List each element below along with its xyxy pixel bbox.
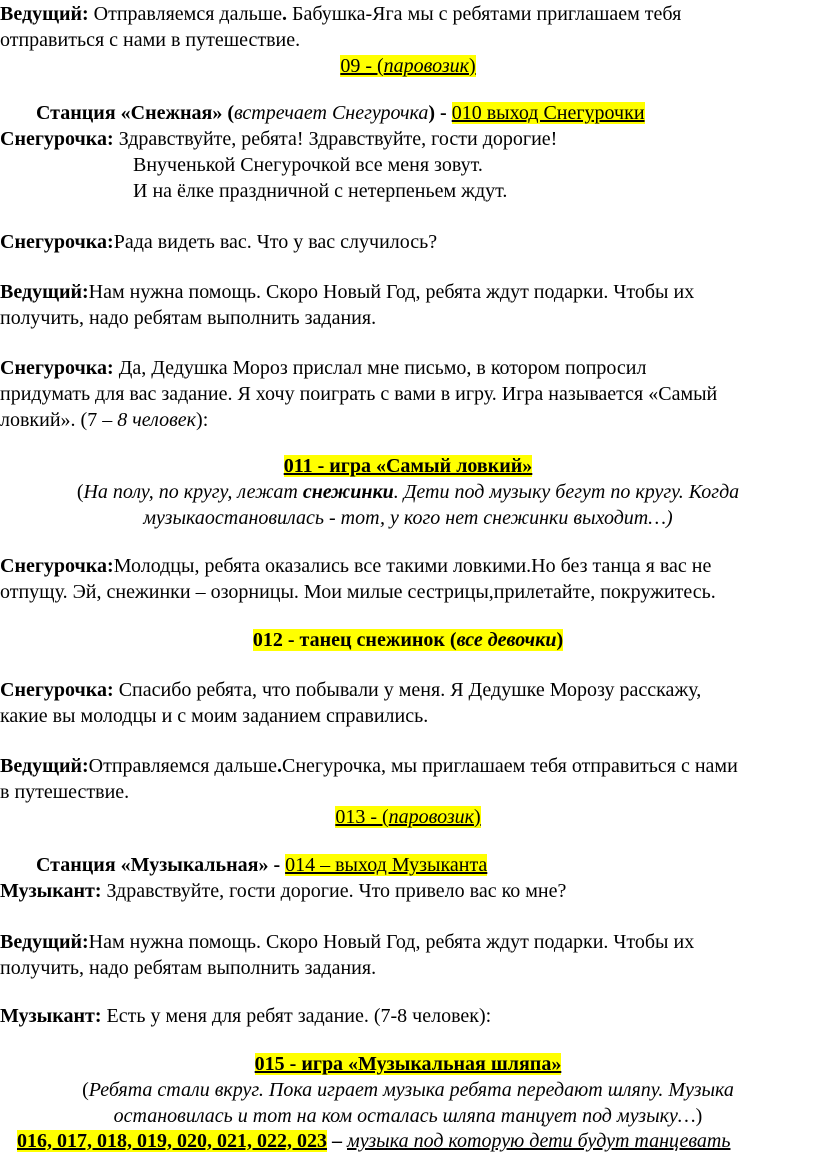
dance-012-title [0, 627, 816, 653]
speaker-label: Снегурочка: [0, 357, 114, 379]
cue-close: ) [468, 55, 476, 77]
snegurochka-task [0, 355, 646, 381]
game-011-desc-2 [0, 505, 816, 531]
speech-text: Здравствуйте, ребята! Здравствуйте, гости дорогие! [113, 128, 558, 150]
snegurochka-question [0, 229, 437, 255]
cue-09 [0, 53, 816, 79]
game-015-desc-1 [0, 1077, 816, 1103]
cue-highlight: 015 - игра «Музыкальная шляпа» [254, 1053, 562, 1075]
host-line-next-line-2: в путешествие. [0, 781, 130, 803]
host-request-2 [0, 929, 694, 955]
cue-name: паровозик [388, 806, 474, 828]
cue-close: ) [556, 629, 564, 651]
speaker-label: Снегурочка: [0, 679, 114, 701]
cue-013 [0, 804, 816, 830]
host-line-next [0, 753, 738, 779]
speaker-label: Снегурочка: [0, 231, 114, 253]
participants-count: 8 человек [117, 409, 197, 431]
cue-number: 09 - ( [340, 55, 384, 77]
cue-highlight: 010 выход Снегурочки [451, 102, 645, 124]
host-request-1-line-2: получить, надо ребятам выполнить задания. [0, 307, 377, 329]
cue-number: 013 - ( [335, 806, 389, 828]
verse-line: И на ёлке праздничной с нетерпеньем ждут. [133, 180, 508, 202]
cue-highlight [340, 55, 475, 77]
speaker-label: Музыкант: [0, 1005, 102, 1027]
speech-text: Отправляемся дальше [88, 755, 278, 777]
game-011-title [0, 453, 816, 479]
speaker-label: Ведущий: [0, 3, 89, 25]
game-015-title [0, 1051, 816, 1077]
speaker-label: Ведущий: [0, 755, 89, 777]
paren: ) [695, 1105, 703, 1127]
speech-text: Спасибо ребята, что побывали у меня. Я Дедушке Морозу расскажу, [113, 679, 702, 701]
cue-highlight: 014 – выход Музыканта [285, 854, 488, 876]
cue-close: ) [473, 806, 481, 828]
cue-title: 012 - танец снежинок ( [252, 629, 457, 651]
speech-text: Нам нужна помощь. Скоро Новый Год, ребята ждут подарки. Чтобы их [88, 281, 695, 303]
snegurochka-greeting [0, 126, 557, 152]
game-011-desc-1 [0, 479, 816, 505]
desc-text: . Дети под музыку бегут по кругу. Когда [393, 481, 740, 503]
station-note: встречает Снегурочка [234, 102, 429, 124]
host-request-2-line-2: получить, надо ребятам выполнить задания. [0, 957, 377, 979]
speech-text: Здравствуйте, гости дорогие. Что привело вас ко мне? [101, 880, 567, 902]
tracks-description: музыка под которую дети будут танцевать [347, 1130, 731, 1152]
musician-greeting [0, 878, 566, 904]
speech-text: Да, Дедушка Мороз прислал мне письмо, в котором попросил [113, 357, 647, 379]
desc-text: Ребята стали вкруг. Пока играет музыка ребята передают шляпу. Музыка [88, 1079, 734, 1101]
musician-task [0, 1003, 491, 1029]
station-title: Станция «Снежная» ( [36, 102, 234, 124]
speech-text: Бабушка-Яга мы с ребятами приглашаем тебя [287, 3, 682, 25]
cue-highlight [335, 806, 480, 828]
desc-text: На полу, по кругу, лежат [83, 481, 303, 503]
cue-highlight: 011 - игра «Самый ловкий» [283, 455, 533, 477]
speech-text: Снегурочка, мы приглашаем тебя отправиться с нами [282, 755, 738, 777]
speaker-label: Ведущий: [0, 281, 89, 303]
cue-participants: все девочки [456, 629, 557, 651]
speaker-label: Музыкант: [0, 880, 102, 902]
speaker-label: Снегурочка: [0, 128, 114, 150]
speech-text: Рада видеть вас. Что у вас случилось? [113, 231, 438, 253]
snegurochka-task-line-3 [0, 407, 208, 433]
host-line-1 [0, 1, 681, 27]
speech-text: Нам нужна помощь. Скоро Новый Год, ребята ждут подарки. Чтобы их [88, 931, 695, 953]
cue-highlight [253, 629, 563, 651]
snegurochka-praise-line-2: отпущу. Эй, снежинки – озорницы. Мои милые сестрицы,прилетайте, покружитесь. [0, 581, 716, 603]
track-numbers: 016, 017, 018, 019, 020, 021, 022, 023 [17, 1130, 327, 1152]
station-music-heading [36, 852, 487, 878]
host-request-1 [0, 279, 694, 305]
speech-text: Есть у меня для ребят задание. (7-8 человек): [101, 1005, 492, 1027]
cue-name: паровозик [383, 55, 469, 77]
station-close: ) - [428, 102, 452, 124]
snegurochka-thanks [0, 677, 701, 703]
text-part: ): [196, 409, 209, 431]
speech-text: Отправляемся дальше [88, 3, 283, 25]
dash: – [327, 1130, 347, 1152]
speech-dot: . [277, 755, 283, 777]
verse-line: Внученькой Снегурочкой все меня зовут. [133, 154, 483, 176]
desc-emphasis: снежинки [302, 481, 394, 503]
speech-text: Молодцы, ребята оказались все такими ловкими.Но без танца я вас не [113, 555, 712, 577]
speaker-label: Ведущий: [0, 931, 89, 953]
snegurochka-task-line-2: придумать для вас задание. Я хочу поиграть с вами в игру. Игра называется «Самый [0, 383, 718, 405]
paren: ( [82, 1079, 89, 1101]
text-part: ловкий». (7 – [0, 409, 118, 431]
snegurochka-praise [0, 553, 711, 579]
station-snowy-heading [36, 100, 645, 126]
host-line-2: отправиться с нами в путешествие. [0, 29, 301, 51]
speaker-label: Снегурочка: [0, 555, 114, 577]
desc-text: остановилась и тот на ком осталась шляпа танцует под музыку… [113, 1105, 696, 1127]
desc-text: музыкаостановилась - тот, у кого нет снежинки выходит…) [143, 507, 673, 529]
paren: ( [76, 481, 84, 503]
game-015-desc-2 [0, 1103, 816, 1129]
speech-dot: . [282, 3, 288, 25]
tracks-line [17, 1128, 730, 1154]
snegurochka-thanks-line-2: какие вы молодцы и с моим заданием справились. [0, 705, 429, 727]
station-title: Станция «Музыкальная» - [36, 854, 286, 876]
